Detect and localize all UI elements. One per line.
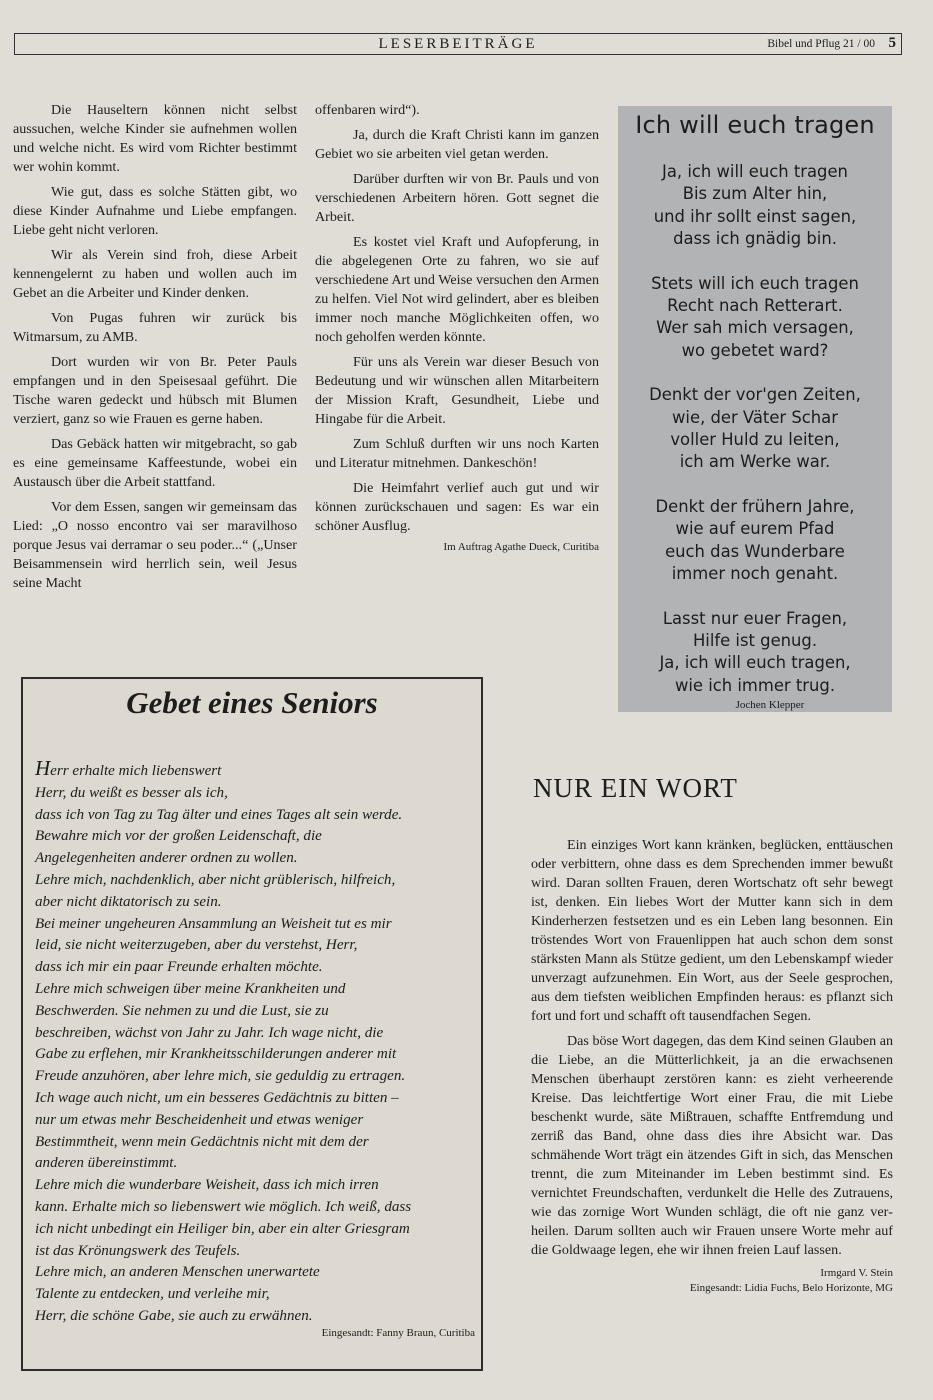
poem-line: und ihr sollt einst sagen, (653, 206, 857, 226)
article-credit: Im Auftrag Agathe Dueck, Curitiba (443, 541, 599, 553)
prayer-line: aber nicht diktatorisch zu sein. (35, 893, 222, 910)
prayer-line: dass ich mir ein paar Freunde erhalten möchte. (35, 959, 323, 976)
poem-title: Ich will euch tragen (635, 111, 875, 139)
poem-line: Denkt der frühern Jahre, (655, 496, 855, 516)
prayer-line: Ich wage auch nicht, um ein besseres Gedächtnis zu bitten – (35, 1089, 399, 1106)
author-name: Irmgard V. Stein (820, 1267, 893, 1279)
poem-line: wie ich immer trug. (674, 675, 836, 695)
prayer-line: leid, sie nicht weiterzugeben, aber du verstehst, Herr, (35, 937, 358, 954)
paragraph: Vor dem Essen, sangen wir gemeinsam das Lied: „O nosso encontro vai ser maravilhoso porque Jesus vai derramar o seu poder...“ („Unser Beisammensein wird herrlich sein, weil Jesus seine Macht (13, 499, 297, 591)
poem-line: dass ich gnädig bin. (673, 229, 837, 249)
poem-line: wie auf eurem Pfad (675, 519, 835, 539)
poem-line: wo gebetet ward? (681, 340, 829, 360)
publication-name: Bibel und Pflug 21 / 00 (767, 38, 875, 50)
poem-stanza (618, 161, 892, 251)
poem-stanza (618, 384, 892, 474)
prayer-line: Herr erhalte mich liebenswert (35, 756, 222, 780)
poem-line: immer noch genaht. (671, 564, 839, 584)
paragraph: Ein einziges Wort kann kränken, beglücken, enttäuschen oder verbittern, ohne dass es dem Sprechenden immer bewußt wird. Daran sollten Frauen, deren Wortschatz oft sehr bewegt ist, denken. Ein liebes Wort der Mutter kann sich in dem Kinderherzen festsetzen und es ein Leben lang besonnen. Ein tröstendes Wort von Frauenlippen hat auch schon dem sonst stärksten Mann als Stütze gedient, um den Lebenskampf wieder unverzagt aufzunehmen. Ein Wort, aus der Seele gesprochen, aus dem tiefsten weiblichen Empfinden heraus: es pflanzt sich fort und fort und schafft oft tausendfachen Segen. (531, 837, 893, 1024)
poem-line: Wer sah mich versagen, (656, 318, 854, 338)
paragraph: Zum Schluß durften wir uns noch Karten und Literatur mitnehmen. Dankeschön! (315, 436, 599, 471)
middle-text-column (315, 101, 599, 563)
prayer-line: nur um etwas mehr Bescheidenheit und etwas weniger (35, 1111, 364, 1128)
left-text-column (13, 101, 297, 599)
page-header (14, 33, 902, 55)
section-title: LESERBEITRÄGE (378, 36, 538, 52)
article-title: NUR EIN WORT (533, 773, 738, 803)
prayer-line: Bestimmtheit, wenn mein Gedächtnis nicht mit dem der (35, 1133, 369, 1150)
poem-line: Ja, ich will euch tragen, (659, 653, 851, 673)
paragraph: Die Hauseltern können nicht selbst aussuchen, welche Kinder sie aufnehmen wollen und welche nicht. Es wird vom Richter bestimmt wer wohin kommt. (13, 102, 297, 175)
poem-line: Bis zum Alter hin, (682, 184, 828, 204)
poem-stanza (618, 496, 892, 586)
prayer-line: Freude anzuhören, aber lehre mich, sie geduldig zu ertragen. (35, 1068, 406, 1085)
prayer-line: Angelegenheiten anderer ordnen zu wollen. (35, 850, 298, 867)
prayer-title: Gebet eines Seniors (126, 685, 378, 720)
article-body (531, 836, 893, 1296)
poem-box (618, 106, 892, 712)
prayer-line: ist das Krönungswerk des Teufels. (35, 1242, 241, 1259)
prayer-line: Bewahre mich vor der großen Leidenschaft, die (35, 828, 322, 845)
prayer-line: Herr, die schöne Gabe, sie auch zu erwähnen. (35, 1307, 313, 1324)
poem-line: wie, der Väter Schar (672, 407, 838, 427)
poem-line: ich am Werke war. (679, 452, 831, 472)
prayer-line: Beschwerden. Sie nehmen zu und die Lust, sie zu (35, 1002, 329, 1019)
paragraph: Ja, durch die Kraft Christi kann im ganzen Gebiet wo sie arbeiten viel getan werden. (315, 127, 599, 162)
poem-line: Recht nach Retterart. (667, 296, 843, 316)
paragraph: Das böse Wort dagegen, das dem Kind seinen Glauben an die Liebe, an die Mütterlichkeit, ja an die erwachsenen Menschen überhaupt zerstören kann: es zieht verheerende Kreise. Das leichtfertige Wort einer Frau, die mit Liebe beschenkt wurde, säte Mißtrauen, schaffte Entfremdung und zerriß das Band, ohne dass dies ihre Absicht war. Das schmähende Wort trägt ein ätzendes Gift in sich, das Menschen trennt, die zum Miteinander im Leben bestimmt sind. Es vernichtet Freundschaften, verdunkelt die Helle des Zutrauens, wie das zornige Wort Wunden schlägt, die oft nie ganz verheilen. Darum sollten auch wir Frauen unsere Worte mehr auf die Goldwaage legen, ehe wir ihnen freien Lauf lassen. (531, 1033, 893, 1258)
prayer-line: dass ich von Tag zu Tag älter und eines Tages alt sein werde. (35, 806, 403, 823)
paragraph: Es kostet viel Kraft und Aufopferung, in die abgelegenen Orte zu fahren, wo sie auf verschiedene Art und Weise versuchen den Armen zu helfen. Viel Not wird gelindert, aber es bleiben immer noch manche Möglichkeiten offen, wo noch geholfen werden könnte. (315, 234, 599, 345)
prayer-line: Lehre mich schweigen über meine Krankheiten und (35, 980, 346, 997)
prayer-line: Lehre mich, an anderen Menschen unerwartete (35, 1264, 320, 1281)
prayer-line: beschreiben, wächst von Jahr zu Jahr. Ich wage nicht, die (35, 1024, 384, 1041)
prayer-credit: Eingesandt: Fanny Braun, Curitiba (321, 1327, 475, 1339)
poem-line: euch das Wunderbare (665, 541, 845, 561)
prayer-line: Bei meiner ungeheuren Ansammlung an Weisheit tut es mir (35, 915, 392, 932)
poem-stanza (618, 273, 892, 363)
poem-author: Jochen Klepper (735, 699, 805, 712)
paragraph: offenbaren wird“). (315, 102, 420, 118)
paragraph: Das Gebäck hatten wir mitgebracht, so gab es eine gemeinsame Kaffeestunde, wobei ein Austausch über die Arbeit stattfand. (13, 436, 297, 490)
prayer-line: anderen übereinstimmt. (35, 1155, 178, 1172)
prayer-line: Talente zu entdecken, und verleihe mir, (35, 1286, 270, 1303)
poem-line: Denkt der vor'gen Zeiten, (649, 385, 861, 405)
prayer-line: kann. Erhalte mich so liebenswert wie möglich. Ich weiß, dass (35, 1198, 412, 1215)
prayer-box (21, 677, 483, 1371)
article-author (531, 1266, 893, 1296)
poem-line: Lasst nur euer Fragen, (662, 608, 848, 628)
poem-line: Hilfe ist genug. (692, 630, 818, 650)
paragraph: Von Pugas fuhren wir zurück bis Witmarsum, zu AMB. (13, 310, 297, 345)
page-number: 5 (888, 35, 896, 51)
paragraph: Für uns als Verein war dieser Besuch von Bedeutung und wir wünschen allen Mitarbeitern der Mission Kraft, Gesundheit, Liebe und Hingabe für die Arbeit. (315, 354, 599, 427)
prayer-text (23, 758, 481, 1328)
poem-line: voller Huld zu leiten, (670, 430, 840, 450)
article-credit: Eingesandt: Lidia Fuchs, Belo Horizonte, MG (689, 1282, 893, 1294)
prayer-line: Herr, du weißt es besser als ich, (35, 784, 228, 801)
poem-line: Stets will ich euch tragen (651, 273, 859, 293)
paragraph: Wir als Verein sind froh, diese Arbeit kennengelernt zu haben und wollen auch im Gebet an die Arbeiter und Kinder denken. (13, 247, 297, 301)
prayer-line: Lehre mich die wunderbare Weisheit, dass ich mich irren (35, 1177, 379, 1194)
paragraph: Dort wurden wir von Br. Peter Pauls empfangen und in den Speisesaal geführt. Die Tische waren gedeckt und hübsch mit Blumen verziert, ganz so wie Frauen es gerne haben. (13, 354, 297, 427)
paragraph: Wie gut, dass es solche Stätten gibt, wo diese Kinder Aufnahme und Liebe empfangen. Liebe geht nicht verloren. (13, 184, 297, 238)
poem-stanza (618, 608, 892, 698)
prayer-line: ich nicht unbedingt ein Heiliger bin, aber ein alter Griesgram (35, 1220, 410, 1237)
poem-line: Ja, ich will euch tragen (662, 162, 848, 181)
paragraph: Darüber durften wir von Br. Pauls und von verschiedenen Arbeitern hören. Gott segnet die Arbeit. (315, 171, 599, 225)
prayer-line: Lehre mich, nachdenklich, aber nicht grüblerisch, hilfreich, (35, 871, 396, 888)
prayer-line: Gabe zu erflehen, mir Krankheitsschilderungen anderer mit (35, 1046, 397, 1063)
paragraph: Die Heimfahrt verlief auch gut und wir können zurückschauen und sagen: Es war ein schöner Ausflug. (315, 480, 599, 534)
